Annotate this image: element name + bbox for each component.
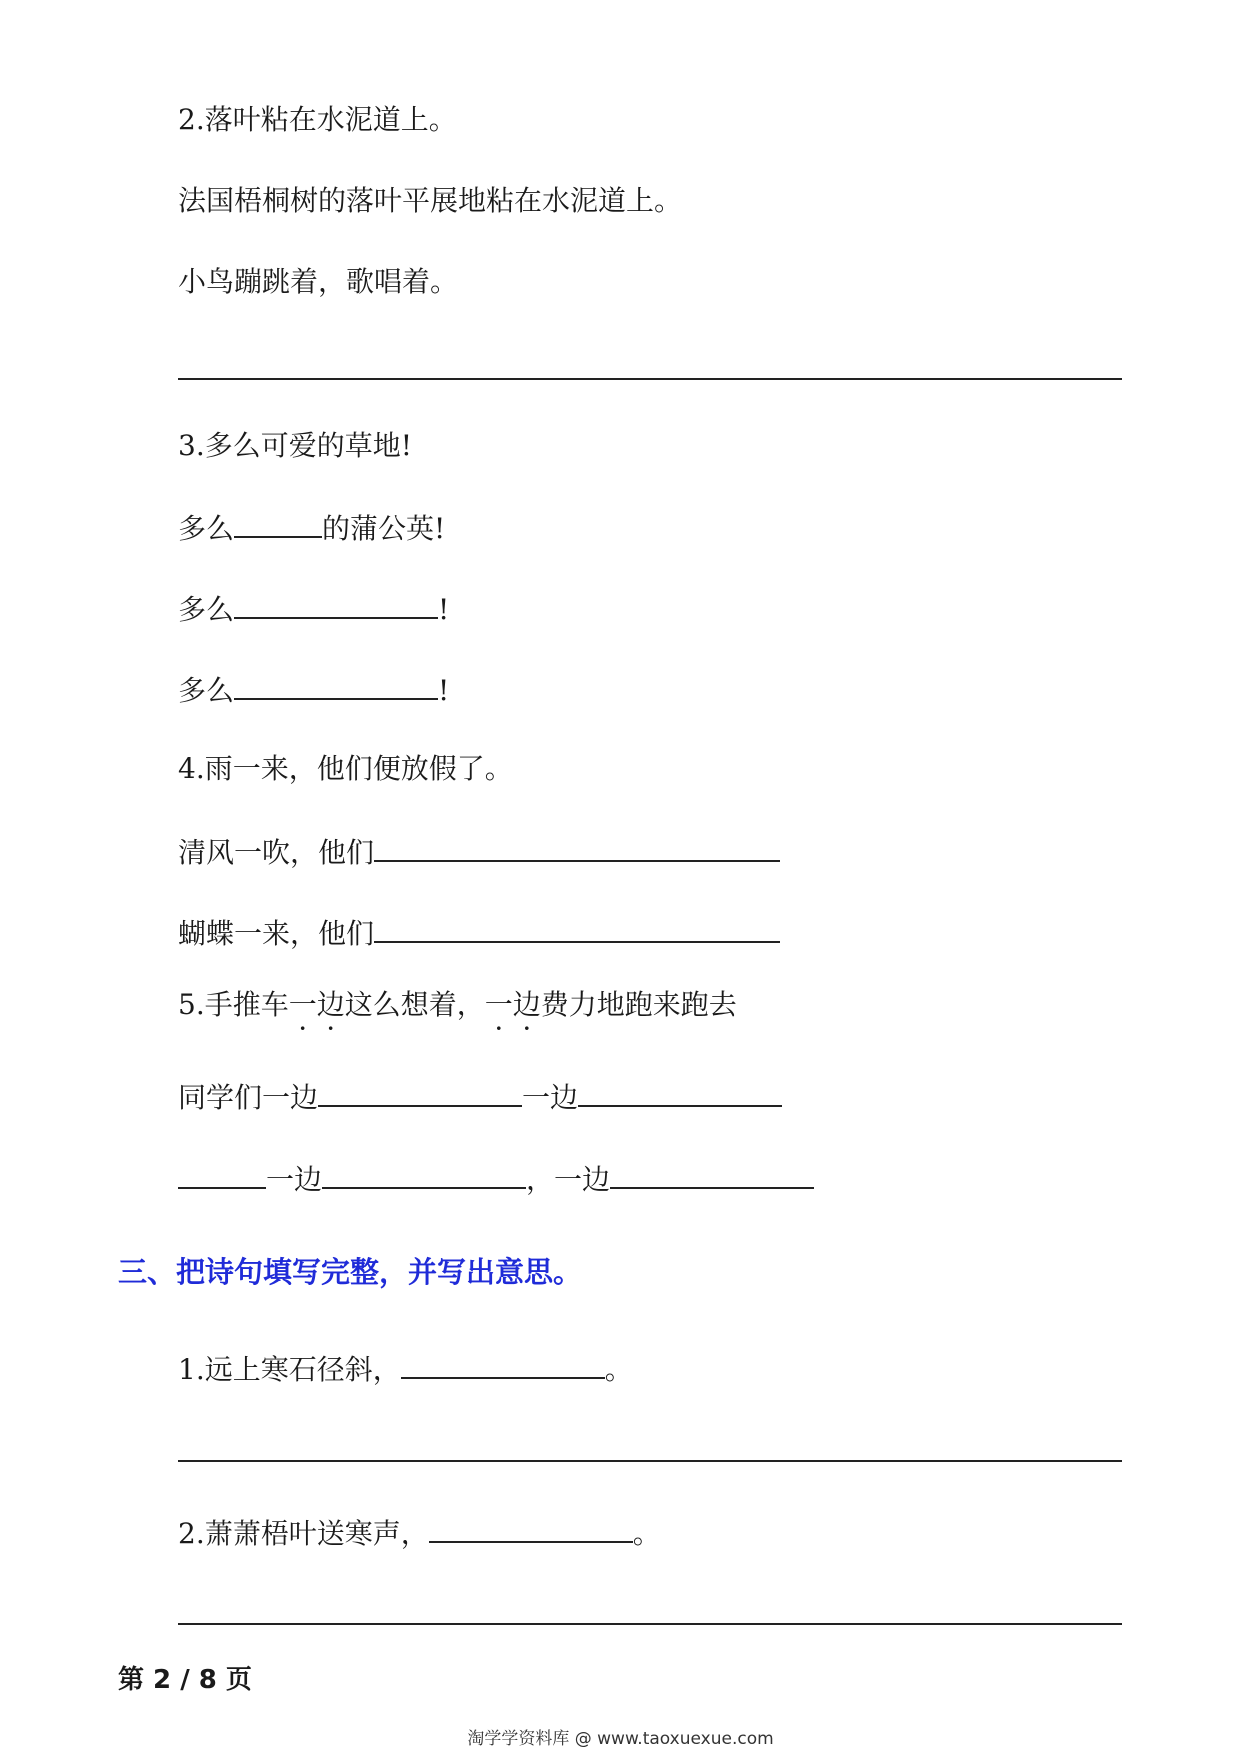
poem-2-meaning-line[interactable]	[178, 1623, 1122, 1625]
q3-l1-pre: 多么	[178, 512, 235, 545]
q2-answer-line[interactable]	[178, 378, 1122, 380]
q3-l2-pre: 多么	[178, 593, 235, 626]
q5-title	[178, 985, 737, 1025]
q3-l2-post: !	[438, 593, 450, 626]
q5-title-c: 费力地跑来跑去	[540, 988, 737, 1021]
poem-2-post: 。	[632, 1517, 661, 1550]
watermark: 淘学学资料库 @ www.taoxuexue.com	[467, 1729, 774, 1749]
q5-l2-blank-3[interactable]	[610, 1157, 814, 1189]
q3-l3-post: !	[438, 674, 450, 707]
q4-l2-blank[interactable]	[374, 911, 780, 943]
q5-l1-mid: 一边	[522, 1081, 579, 1114]
q2-example: 法国梧桐树的落叶平展地粘在水泥道上。	[178, 184, 683, 217]
poem-2-blank[interactable]	[429, 1511, 633, 1543]
q3-l3-blank[interactable]	[234, 668, 438, 700]
q4-line-1	[178, 830, 780, 873]
q5-l2-mid: 一边	[266, 1163, 323, 1196]
q3-l1-post: 的蒲公英!	[322, 512, 446, 545]
q2-title: 2.落叶粘在水泥道上。	[178, 103, 457, 136]
q4-title: 4.雨一来，他们便放假了。	[178, 752, 513, 785]
q5-l1-blank-1[interactable]	[318, 1075, 522, 1107]
section-3-heading: 三、把诗句填写完整，并写出意思。	[118, 1255, 583, 1289]
q5-l1-pre: 同学们一边	[178, 1081, 319, 1114]
q3-line-2	[178, 587, 449, 630]
q3-l2-blank[interactable]	[234, 587, 438, 619]
poem-1-post: 。	[604, 1353, 633, 1386]
q5-line-2	[178, 1157, 814, 1200]
poem-2-pre: 2.萧萧梧叶送寒声，	[178, 1517, 429, 1550]
poem-1-meaning-line[interactable]	[178, 1460, 1122, 1462]
poem-1-pre: 1.远上寒石径斜，	[178, 1353, 401, 1386]
q5-l1-blank-2[interactable]	[578, 1075, 782, 1107]
q5-l2-blank-2[interactable]	[322, 1157, 526, 1189]
q5-emph-1: 一	[288, 988, 317, 1021]
q5-line-1	[178, 1075, 782, 1118]
q5-emph-4: 边	[512, 988, 541, 1021]
q3-l3-pre: 多么	[178, 674, 235, 707]
q2-task: 小鸟蹦跳着，歌唱着。	[178, 265, 459, 298]
q4-line-2	[178, 911, 780, 954]
poem-1-blank[interactable]	[401, 1347, 605, 1379]
q5-emph-2: 边	[316, 988, 345, 1021]
q3-l1-blank[interactable]	[234, 506, 322, 538]
q5-title-a: 5.手推车	[178, 988, 289, 1021]
q5-l2-blank-1[interactable]	[178, 1157, 266, 1189]
poem-1	[178, 1347, 633, 1390]
q5-title-b: 这么想着，	[344, 988, 485, 1021]
q4-l1-blank[interactable]	[374, 830, 780, 862]
q5-emph-3: 一	[484, 988, 513, 1021]
q3-line-3	[178, 668, 449, 711]
q4-l2-pre: 蝴蝶一来，他们	[178, 917, 375, 950]
q3-line-1	[178, 506, 445, 549]
q3-title: 3.多么可爱的草地!	[178, 429, 412, 462]
poem-2	[178, 1511, 661, 1554]
q4-l1-pre: 清风一吹，他们	[178, 836, 375, 869]
page-number: 第 2 / 8 页	[118, 1665, 252, 1695]
q5-l2-sep: ，一边	[526, 1163, 611, 1196]
